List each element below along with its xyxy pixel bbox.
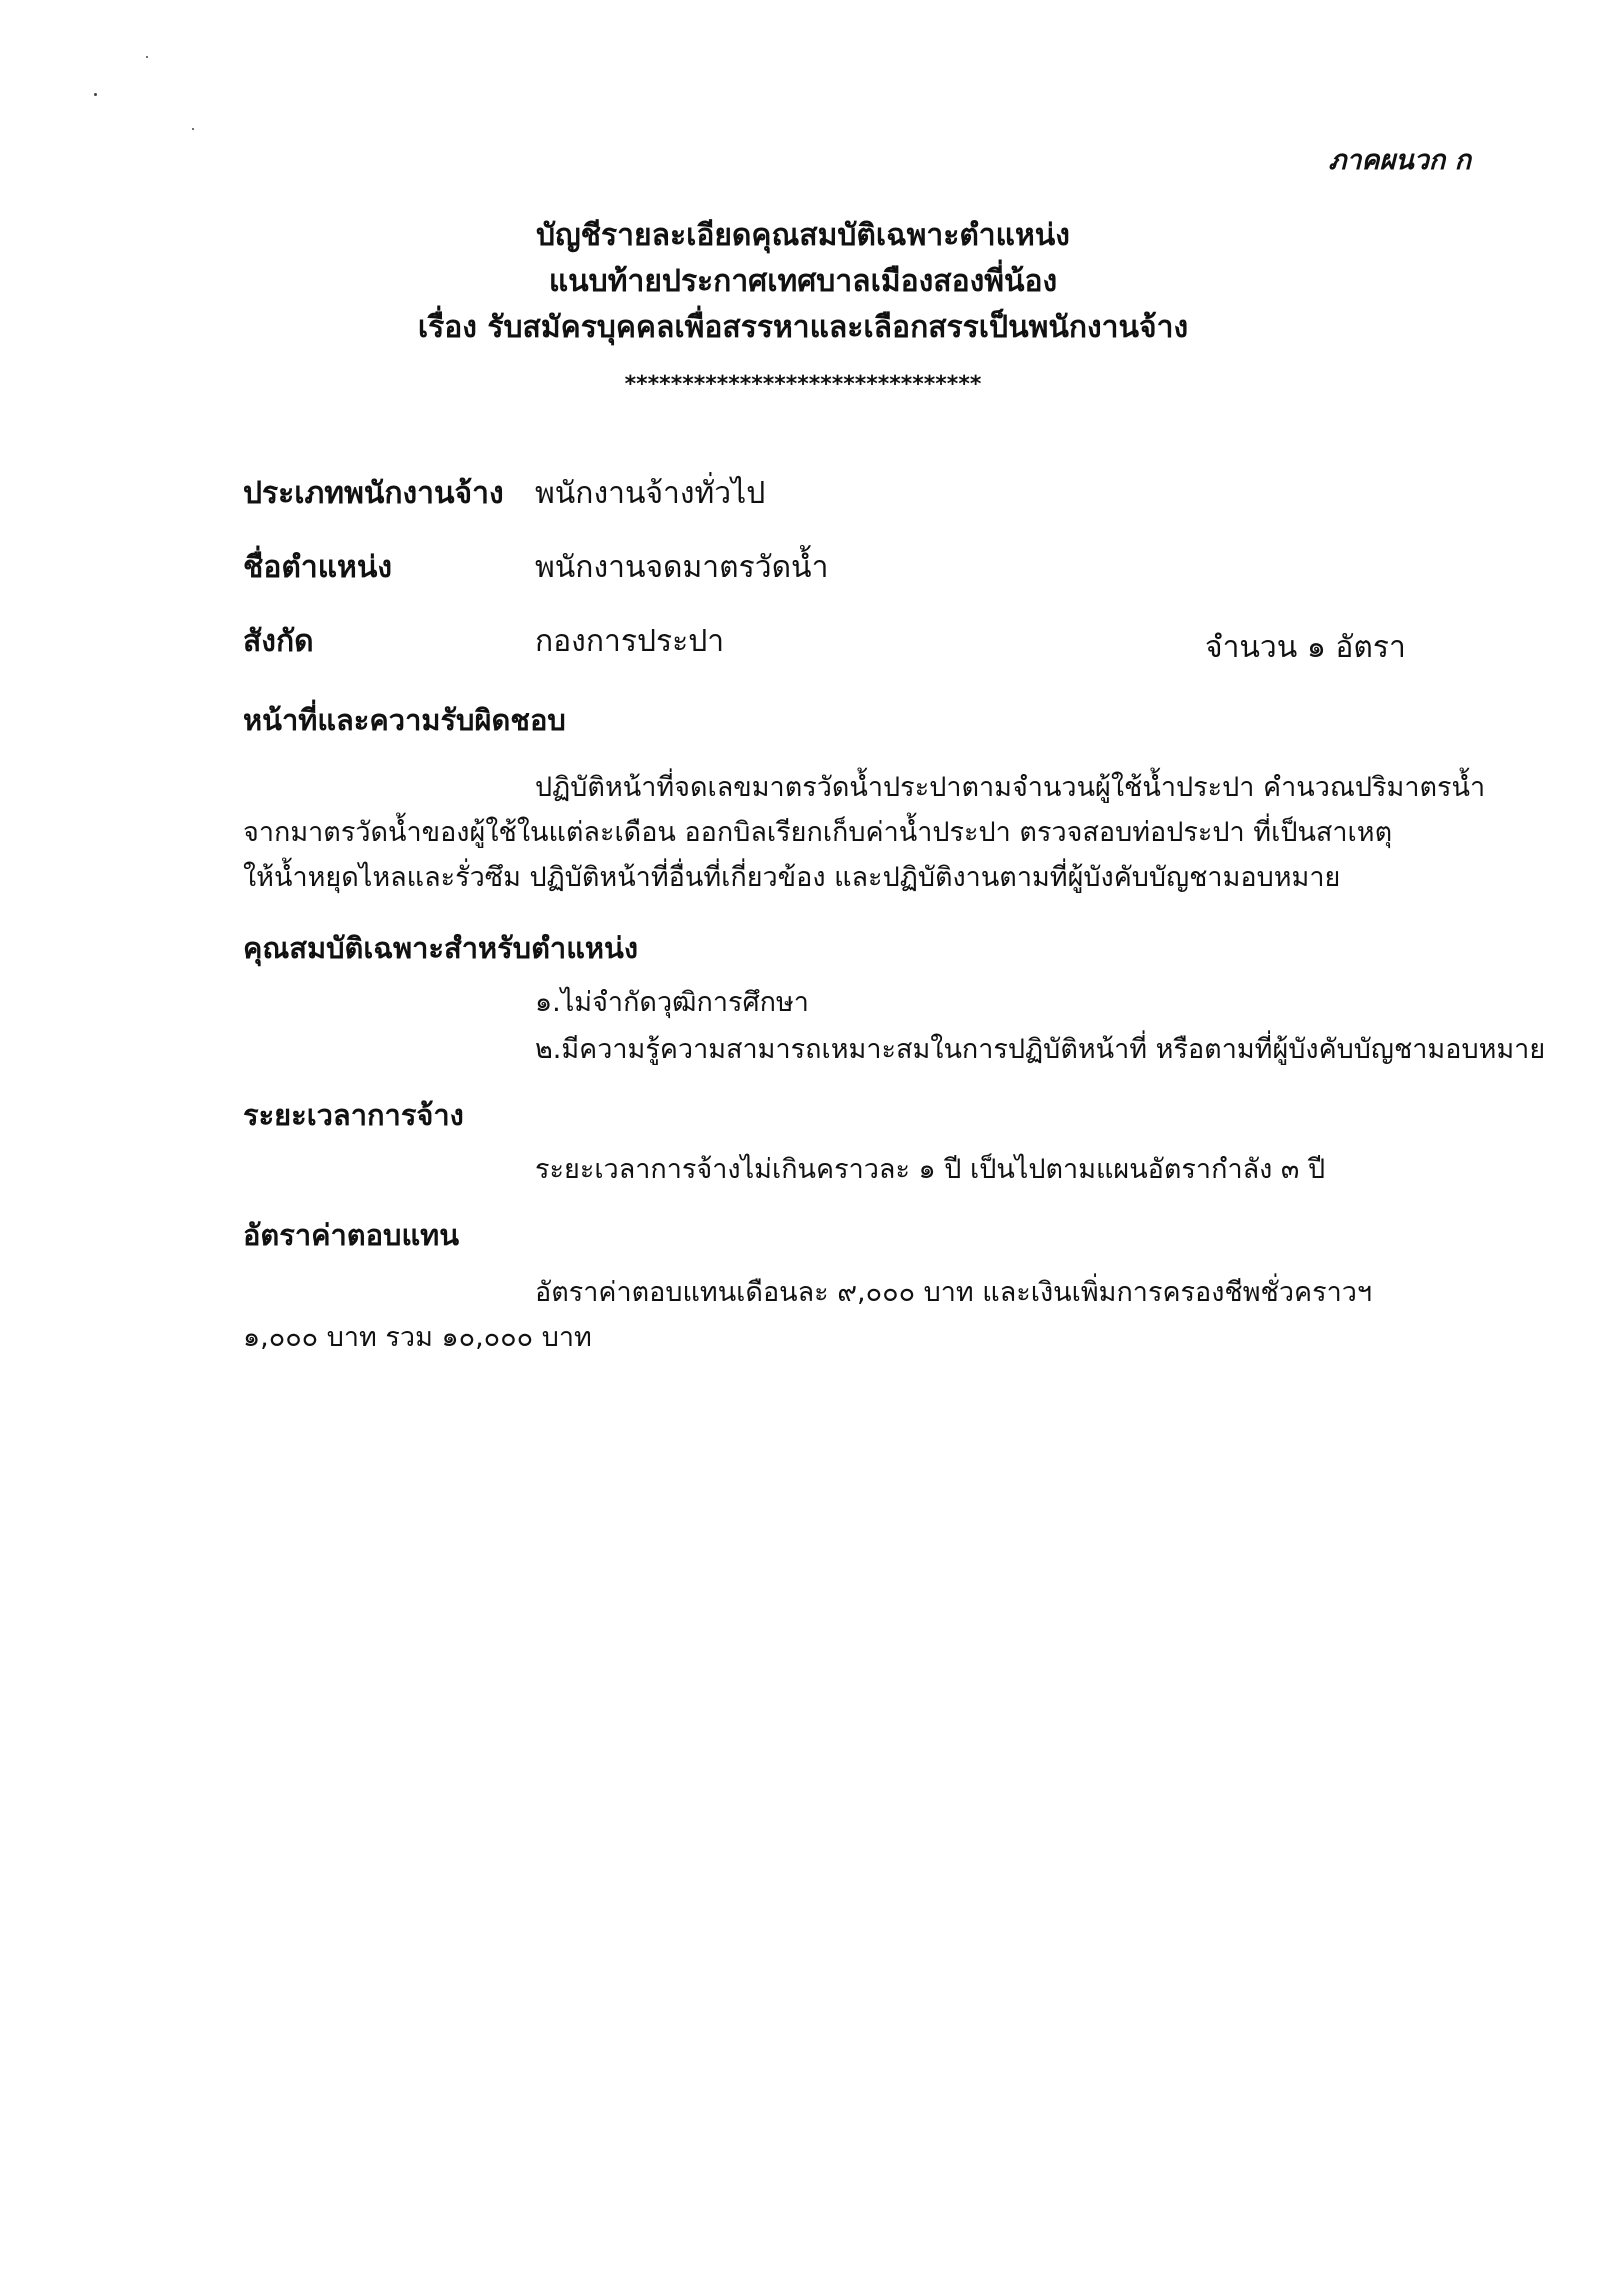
compensation-line-2: ๑,๐๐๐ บาท รวม ๑๐,๐๐๐ บาท [243,1322,592,1353]
duties-line-2: จากมาตรวัดน้ำของผู้ใช้ในแต่ละเดือน ออกบิลเรียกเก็บค่าน้ำประปา ตรวจสอบท่อประปา ที่เป็นสาเหตุ [243,817,1393,848]
employment-period-heading: ระยะเวลาการจ้าง [243,1098,464,1132]
document-title-line-1: บัญชีรายละเอียดคุณสมบัติเฉพาะตำแหน่ง [536,218,1070,253]
employee-type-value: พนักงานจ้างทั่วไป [535,476,766,511]
position-name-value: พนักงานจดมาตรวัดน้ำ [535,550,829,585]
position-name-label: ชื่อตำแหน่ง [243,550,392,585]
scan-speck [94,93,97,96]
qualification-item-2: ๒.มีความรู้ความสามารถเหมาะสมในการปฏิบัติหน้าที่ หรือตามที่ผู้บังคับบัญชามอบหมาย [535,1034,1546,1065]
scan-speck [146,56,148,58]
duties-line-1: ปฏิบัติหน้าที่จดเลขมาตรวัดน้ำประปาตามจำนวนผู้ใช้น้ำประปา คำนวณปริมาตรน้ำ [535,772,1486,803]
employee-type-label: ประเภทพนักงานจ้าง [243,476,504,511]
compensation-line-1: อัตราค่าตอบแทนเดือนละ ๙,๐๐๐ บาท และเงินเพิ่มการครองชีพชั่วคราวฯ [535,1277,1373,1308]
division-value: กองการประปา [535,624,725,659]
compensation-heading: อัตราค่าตอบแทน [243,1218,460,1252]
division-label: สังกัด [243,624,314,659]
separator: ******************************* [624,372,982,397]
qualification-item-1: ๑.ไม่จำกัดวุฒิการศึกษา [535,987,809,1018]
qualifications-heading: คุณสมบัติเฉพาะสำหรับตำแหน่ง [243,931,638,965]
document-title-line-3: เรื่อง รับสมัครบุคคลเพื่อสรรหาและเลือกสรรเป็นพนักงานจ้าง [417,310,1189,345]
annex-label: ภาคผนวก ก [1328,145,1471,176]
duties-line-3: ให้น้ำหยุดไหลและรั่วซึม ปฏิบัติหน้าที่อื่นที่เกี่ยวข้อง และปฏิบัติงานตามที่ผู้บังคับบัญชามอบหมาย [243,862,1341,893]
duties-heading: หน้าที่และความรับผิดชอบ [243,703,566,737]
employment-period-text: ระยะเวลาการจ้างไม่เกินคราวละ ๑ ปี เป็นไปตามแผนอัตรากำลัง ๓ ปี [535,1154,1326,1185]
document-title-line-2: แนบท้ายประกาศเทศบาลเมืองสองพี่น้อง [548,264,1058,299]
scan-speck [192,128,194,130]
position-count: จำนวน ๑ อัตรา [1205,630,1406,665]
